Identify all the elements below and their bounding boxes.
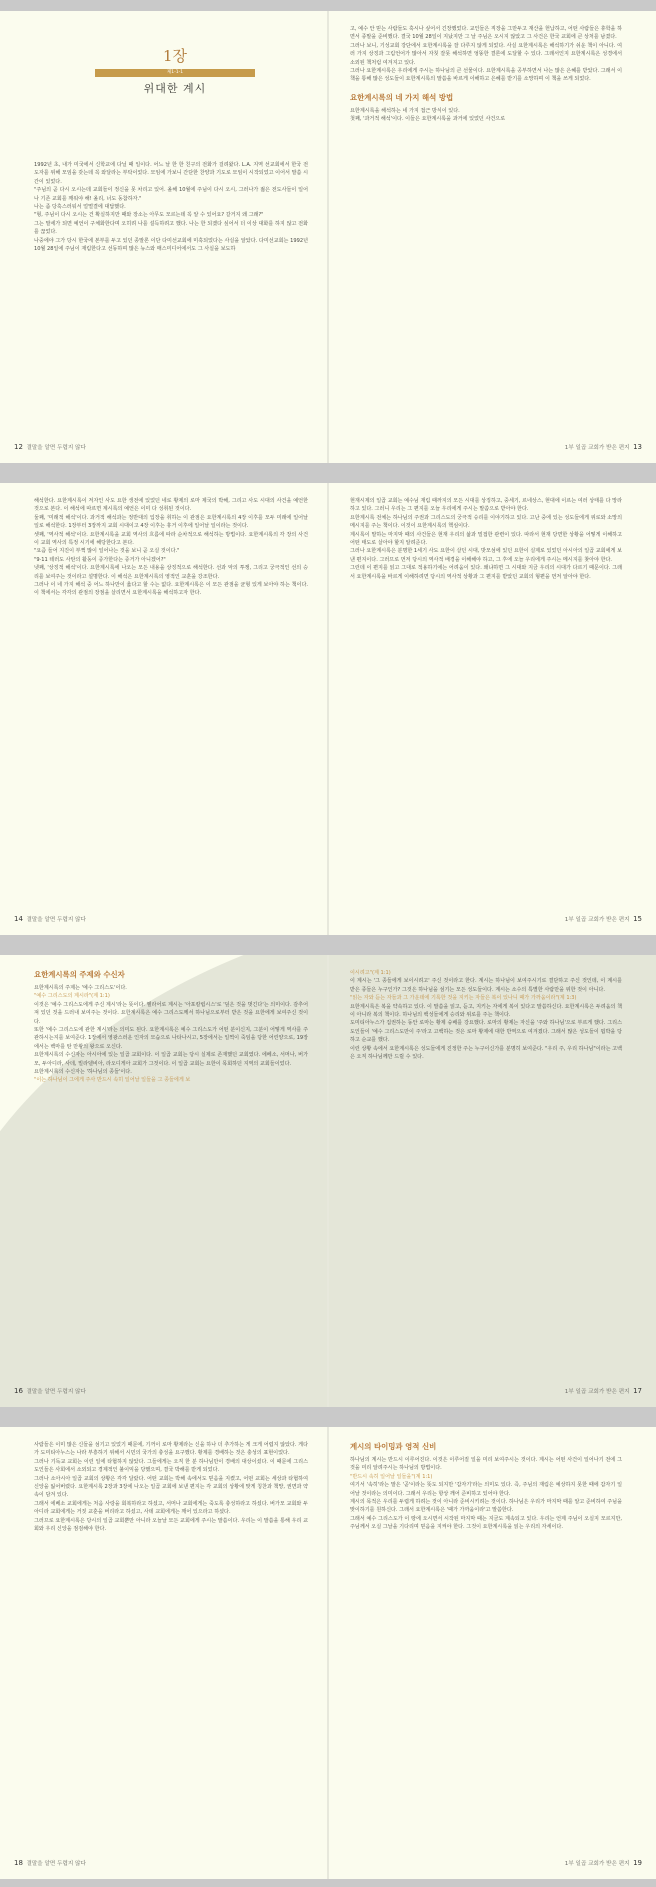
page-footer	[14, 915, 86, 923]
body-text	[350, 1441, 622, 1532]
body-paragraph: 요한계시록의 수신자는 '하나님의 종들'이다.	[34, 1069, 132, 1076]
body-paragraph: 여기서 '속히'라는 말은 '곧'이라는 뜻도 되지만 '갑자기'라는 의미도 있다. 즉, 주님의 재림은 예상하지 못한 때에 갑자기 일어날 것이라는 의미이다. 그래서 우리는 항상 깨어 준비하고 있어야 한다.	[350, 1482, 622, 1497]
page-number: 18	[14, 1859, 23, 1867]
page-number: 14	[14, 915, 23, 923]
body-paragraph: 넷째, '상징적 해석'이다. 요한계시록에 나오는 모든 내용을 상징적으로 해석한다. 선과 악의 투쟁, 그리고 궁극적인 선의 승리를 보여주는 것이라고 설명한다. 이 해석은 요한계시록의 영적인 교훈을 강조한다.	[34, 565, 308, 580]
page-number: 19	[633, 1859, 642, 1867]
scripture-quote: "반드시 속히 일어날 일들을"(계 1:1)	[350, 1473, 433, 1480]
spacer	[350, 84, 622, 92]
body-paragraph: 그래서 에베소 교회에게는 처음 사랑을 회복하라고 하셨고, 서머나 교회에게는 죽도록 충성하라고 하셨다. 버가모 교회와 두아디라 교회에게는 거짓 교훈을 버리라고 하셨고, 사데 교회에게는 깨어 있으라고 하셨다.	[34, 1500, 308, 1516]
body-paragraph: 이 계시는 '그 종들에게 보이시려고' 주신 것이라고 한다. 계시는 하나님이 보여주시기로 결단하고 주신 것인데, 이 계시를 받은 종들은 누구인가? 그것은 하나님을 섬기는 모든 성도들이다. 계시는 소수의 특별한 사람만을 위한 것이 아니다.	[350, 978, 622, 993]
scripture-quote: "읽는 자와 듣는 자들과 그 가운데에 기록한 것을 지키는 자들은 복이 있나니 때가 가까움이라"(계 1:3)	[350, 995, 577, 1002]
body-paragraph: 계시록이 말하는 마지막 때의 사건들은 현재 우리의 삶과 밀접한 관련이 있다. 따라서 현재 당면한 상황을 어떻게 이해하고 어떤 태도로 살아야 할지 알려준다.	[350, 531, 622, 547]
page-17	[328, 955, 656, 1407]
body-paragraph: "주님의 곧 다시 오시는데 교회들이 정신을 못 차리고 있어. 올해 10월에 주님이 다시 오시, 그러나가 젊은 전도사들이 일어나 기존 교회를 깨워야 해! 올리, 너도 동참하자."	[34, 187, 308, 202]
running-footer: 결말을 알면 두렵지 않다	[26, 1389, 86, 1395]
body-paragraph: 그는 말세가 되면 예언이 구체화한다며 오히려 나를 설득하려고 했다. 나는 한 되겠다 싶어서 더 이상 대화를 하지 않고 전화를 끊었다.	[34, 220, 308, 236]
body-paragraph: 나는 좀 당혹스러워서 얼떨결에 대답했다.	[34, 204, 126, 211]
body-paragraph: 요한계시록의 주제는 '예수 그리스도'이다.	[34, 985, 127, 991]
body-paragraph: 그래서 예수 그리스도가 이 땅에 오시면서 시작된 마지막 때는 지금도 계속되고 있다. 우리는 언제 주님이 오실지 모르지만, 주님께서 오실 그날을 기다리며 믿음을 지켜야 한다. 그것이 요한계시록을 읽는 우리의 자세이다.	[350, 1515, 622, 1531]
scripture-quote: 이시려고"(계 1:1)	[350, 970, 391, 976]
page-13	[328, 11, 656, 463]
page-14	[0, 483, 328, 935]
running-footer: 결말을 알면 두렵지 않다	[26, 917, 86, 923]
body-text	[34, 161, 308, 253]
body-paragraph: "9·11 테러도 사탄의 활동이 증가한다는 증거가 아니겠어?"	[34, 556, 166, 563]
body-paragraph: 도미티아누스가 집권하는 동안 로마는 황제 숭배를 강요했다. 로마의 황제는 자신을 '주와 하나님'으로 부르게 했다. 그리스도인들이 '예수 그리스도만이 주'라고 고백하는 것은 로마 황제에 대한 반역으로 여겨졌다. 그래서 많은 성도들이 핍박을 당하고 순교를 했다.	[350, 1020, 622, 1044]
page-15	[328, 483, 656, 935]
running-footer: 1부 일곱 교회가 받은 편지	[564, 1861, 630, 1867]
body-text	[34, 1441, 308, 1533]
chapter-heading	[95, 45, 255, 96]
body-paragraph: "형, 주님이 다시 오시는 건 확실하지만 때와 장소는 아무도 모르는데 꼭 알 수 있어요? 갈거지 왜 그래?"	[34, 212, 264, 219]
body-text	[350, 25, 622, 124]
page-footer	[565, 443, 642, 451]
page-number: 13	[633, 443, 642, 451]
running-footer: 결말을 알면 두렵지 않다	[26, 1861, 86, 1867]
page-number: 12	[14, 443, 23, 451]
page-19	[328, 1427, 656, 1879]
page-16	[0, 955, 328, 1407]
body-paragraph: 요한계시록 전체는 하나님의 주권과 그리스도의 궁극적 승리를 이야기하고 있다. 고난 중에 있는 성도들에게 위로와 소망의 메시지를 주는 책이다. 이것이 요한계시록의 핵심이다.	[350, 514, 622, 530]
running-footer: 1부 일곱 교회가 받은 편지	[564, 917, 630, 923]
body-paragraph: 첫째, '과거적 해석'이다. 이들은 요한계시록을 과거에 있었던 사건으로	[350, 116, 506, 123]
spread-12-13	[0, 11, 656, 463]
body-paragraph: 요한계시록을 해석하는 네 가지 접근 방식이 있다.	[350, 107, 460, 114]
body-paragraph: "요즘 들어 지진이 부쩍 많이 일어나는 것을 보니 곧 오실 것이다."	[34, 548, 180, 555]
body-paragraph: 그러나 보니, 기성교회 강단에서 요한계시록을 잘 다루지 않게 되었다. 사실 요한계시록은 해석하기가 쉬운 책이 아니다. 여러 가지 상징과 그림언어가 많아서 자칫 잘못 해석하면 엉뚱한 결론에 도달할 수 있다. 그래서인지 요한계시록은 성경에서 소외된 책처럼 여겨지고 있다.	[350, 42, 622, 66]
body-paragraph: 그러므로 요한계시록은 당시의 일곱 교회뿐만 아니라 오늘날 모든 교회에게 주시는 말씀이다. 우리는 이 말씀을 통해 우리 교회와 우리 신앙을 점검해야 한다.	[34, 1517, 308, 1533]
body-paragraph: 그런데 이 편지를 읽고 그대로 적용하기에는 어려움이 있다. 왜냐하면 그 시대와 지금 우리의 시대가 다르기 때문이다. 그래서 요한계시록을 바르게 이해하려면 당시의 역사적 상황과 그 편지를 받았던 교회의 형편을 먼저 알아야 한다.	[350, 565, 622, 580]
page-footer	[565, 915, 642, 923]
chapter-subtitle: 제1-1-1	[95, 69, 255, 77]
page-footer	[565, 1387, 642, 1395]
body-paragraph: 계시의 목적은 우리를 두렵게 하려는 것이 아니라 준비시키려는 것이다. 하나님은 우리가 마지막 때를 알고 준비하여 주님을 맞이하기를 원하신다. 그래서 요한계시록은 '때가 가까움이라'고 말씀한다.	[350, 1499, 622, 1514]
page-number: 17	[633, 1387, 642, 1395]
section-heading: 요한계시록의 주제와 수신자	[34, 970, 125, 979]
body-paragraph: 그러나 요한계시록은 분명한 1세기 사도 요한이 살던 시대, 밧모섬에 있던 요한이 실제로 있었던 아시아의 일곱 교회에게 보낸 편지이다. 그러므로 먼저 당시의 역사적 배경을 이해해야 하고, 그 후에 오늘 우리에게 주시는 메시지를 찾아야 한다.	[350, 548, 622, 563]
running-footer: 1부 일곱 교회가 받은 편지	[564, 445, 630, 451]
body-paragraph: 그러나 소아시아 일곱 교회의 상황은 각각 달랐다. 어떤 교회는 박해 속에서도 믿음을 지켰고, 어떤 교회는 세상과 타협하여 신앙을 잃어버렸다. 요한계시록 2장과 3장에 나오는 일곱 교회에 보낸 편지는 각 교회의 상황에 맞게 칭찬과 책망, 권면과 약속이 담겨 있다.	[34, 1475, 308, 1499]
body-paragraph: 이것은 '예수 그리스도에게 주신 계시'라는 뜻이다. 헬라어로 계시는 '아포칼립시스'로 '덮은 것을 벗긴다'는 의미이다. 감추어져 있던 것을 드러내 보여주는 것이다. 요한계시록은 예수 그리스도께서 하나님으로부터 받은 것을 요한에게 보여주신 것이다.	[34, 1001, 308, 1025]
body-paragraph: 이런 상황 속에서 요한계시록은 성도들에게 진정한 주는 누구이신가를 분명히 보여준다. "우리 주, 우리 하나님"이라는 고백은 오직 하나님께만 드릴 수 있다.	[350, 1045, 622, 1061]
body-text	[350, 497, 622, 581]
spread-18-19	[0, 1427, 656, 1879]
body-paragraph: 그러나 이 네 가지 해석 중 어느 하나만이 옳다고 할 수는 없다. 요한계시록은 이 모든 관점을 균형 있게 보아야 하는 책이다. 이 책에서는 각각의 관점의 장점을 살리면서 요한계시록을 해석하고자 한다.	[34, 582, 308, 597]
body-text	[350, 969, 622, 1061]
body-paragraph: 나중에야 그가 당시 한국에 본부를 두고 있던 종말론 이단 다미선교회에 미혹되었다는 사실을 알았다. 다미선교회는 1992년 10월 28일에 주님이 재림한다고 선동하며 많은 뉴스와 매스미디어에서도 그 사실을 보도하	[34, 237, 308, 253]
body-paragraph: 요한계시록의 수신자는 아시아에 있는 일곱 교회이다. 이 일곱 교회는 당시 실제로 존재했던 교회였다. 에베소, 서머나, 버가모, 두아디라, 사데, 빌라델비아, 라오디게아 교회가 그것이다. 이 일곱 교회는 요한이 목회하던 지역의 교회들이었다.	[34, 1052, 308, 1067]
section-heading: 요한계시록의 네 가지 해석 방법	[350, 92, 454, 102]
section-heading: 계시의 타이밍과 영적 신비	[350, 1442, 437, 1451]
running-footer: 1부 일곱 교회가 받은 편지	[564, 1389, 630, 1395]
page-12	[0, 11, 328, 463]
body-paragraph: 사람들은 이미 많은 신들을 섬기고 있었기 때문에, 기꺼이 로마 황제라는 신을 하나 더 추가하는 게 크게 어렵지 않았다. 게다가 도미티아누스는 나라 부흥하기 위해서 시민의 국가의 충성을 요구했다. 황제를 경배하는 것은 충성의 표현이었다.	[34, 1442, 308, 1457]
body-text	[34, 969, 308, 1085]
page-18	[0, 1427, 328, 1879]
page-footer	[14, 443, 86, 451]
body-text	[34, 497, 308, 598]
running-footer: 결말을 알면 두렵지 않다	[26, 445, 86, 451]
body-paragraph: 1992년 초, 내가 미국에서 신학교에 다닐 때 일이다. 어느 날 한 한 친구의 전화가 걸려왔다. L.A. 지역 선교회에서 한국 전도자를 위해 모임을 갖는데 꼭 와달라는 부탁이었다. 모임에 가보니 간단한 찬양과 기도로 모임이 시작되었고 이어서 말씀 시간이 있었다.	[34, 162, 308, 185]
page-footer	[565, 1859, 642, 1867]
body-paragraph: 그러나 요한계시록은 우리에게 주시는 하나님의 큰 선물이다. 요한계시록을 공부하면서 나는 많은 은혜를 받았다. 그래서 이 책을 통해 많은 성도들이 요한계시록의 말씀을 바르게 이해하고 은혜를 받기를 소망하며 이 책을 쓰게 되었다.	[350, 68, 622, 83]
scripture-quote: "예수 그리스도의 계시라"(계 1:1)	[34, 993, 110, 1000]
page-footer	[14, 1387, 86, 1395]
body-paragraph: 또한 '예수 그리스도에 관한 계시'라는 의미도 된다. 요한계시록은 예수 그리스도가 어떤 분이신지, 그분이 어떻게 역사를 주관하시는지를 보여준다. 1장에서 영광스러운 인자의 모습으로 나타나시고, 5장에서는 일찍이 죽임을 당한 어린양으로, 19장에서는 백마를 탄 만왕의 왕으로 오신다.	[34, 1027, 308, 1050]
page-footer	[14, 1859, 86, 1867]
body-paragraph: 둘째, '미래적 해석'이다. 과거적 해석과는 정반대의 입장을 취하는 이 관점은 요한계시록의 4장 이후를 모두 미래에 일어날 일로 해석한다. 1장부터 3장까지 교회 시대이고 4장 이후는 휴거 이후에 일어날 일이라는 것이다.	[34, 514, 308, 530]
page-number: 15	[633, 915, 642, 923]
body-paragraph: 고, 예수 안 믿는 사람들도 혹시나 싶어서 긴장했었다. 교인들은 직장을 그만두고 재산을 헌납하고, 어떤 사람들은 휴학을 하면서 종말을 준비했다. 결국 10월 28일이 지났지만 그 날 주님은 오시지 않았고 그 사건은 한국 교회에 큰 상처를 남겼다.	[350, 26, 622, 41]
chapter-title: 위대한 계시	[143, 82, 207, 95]
body-paragraph: 하나님의 계시는 반드시 이루어진다. 이것은 이루어질 일을 미리 보여주시는 것이다. 계시는 어떤 사건이 일어나기 전에 그것을 미리 알려주시는 하나님의 방법이다.	[350, 1457, 622, 1472]
spread-16-17	[0, 955, 656, 1407]
body-paragraph: 해석한다. 요한계시록이 저자인 사도 요한 생전에 있었던 네로 황제의 로마 제국의 박해, 그리고 사도 시대의 사건을 예언한 것으로 본다. 이 해석에 따르면 계시록의 예언은 이미 다 성취된 것이다.	[34, 498, 308, 513]
spread-14-15	[0, 483, 656, 935]
body-paragraph: 셋째, '역사적 해석'이다. 요한계시록을 교회 역사의 흐름에 따라 순차적으로 해석하는 방법이다. 요한계시록의 각 장의 사건이 교회 역사의 특정 시기에 해당한다고 본다.	[34, 531, 308, 547]
body-paragraph: 현재시제의 일곱 교회는 예수님 재림 때까지의 모든 시대를 상징하고, 중세기, 르네상스, 현대에 이르는 여러 상태를 다 망라하고 있다. 그러니 우리는 그 편지를 오늘 우리에게 주시는 말씀으로 받아야 한다.	[350, 498, 622, 513]
body-paragraph: 그러나 기독교 교회는 이런 일에 타협하지 않았다. 그들에게는 오직 한 분 하나님만이 경배의 대상이셨다. 이 때문에 그리스도인들은 사회에서 소외되고 경제적인 불이익을 당했으며, 결국 박해를 받게 되었다.	[34, 1458, 308, 1474]
chapter-number: 1장	[162, 47, 188, 65]
scripture-quote: "이는 하나님이 그에게 주사 반드시 속히 일어날 일들을 그 종들에게 보	[34, 1077, 191, 1084]
page-number: 16	[14, 1387, 23, 1395]
body-paragraph: 요한계시록은 복을 약속하고 있다. 이 말씀을 읽고, 듣고, 지키는 자에게 복이 있다고 말씀하신다. 요한계시록은 두려움의 책이 아니라 복의 책이다. 하나님의 백성들에게 승리와 위로를 주는 책이다.	[350, 1003, 622, 1019]
